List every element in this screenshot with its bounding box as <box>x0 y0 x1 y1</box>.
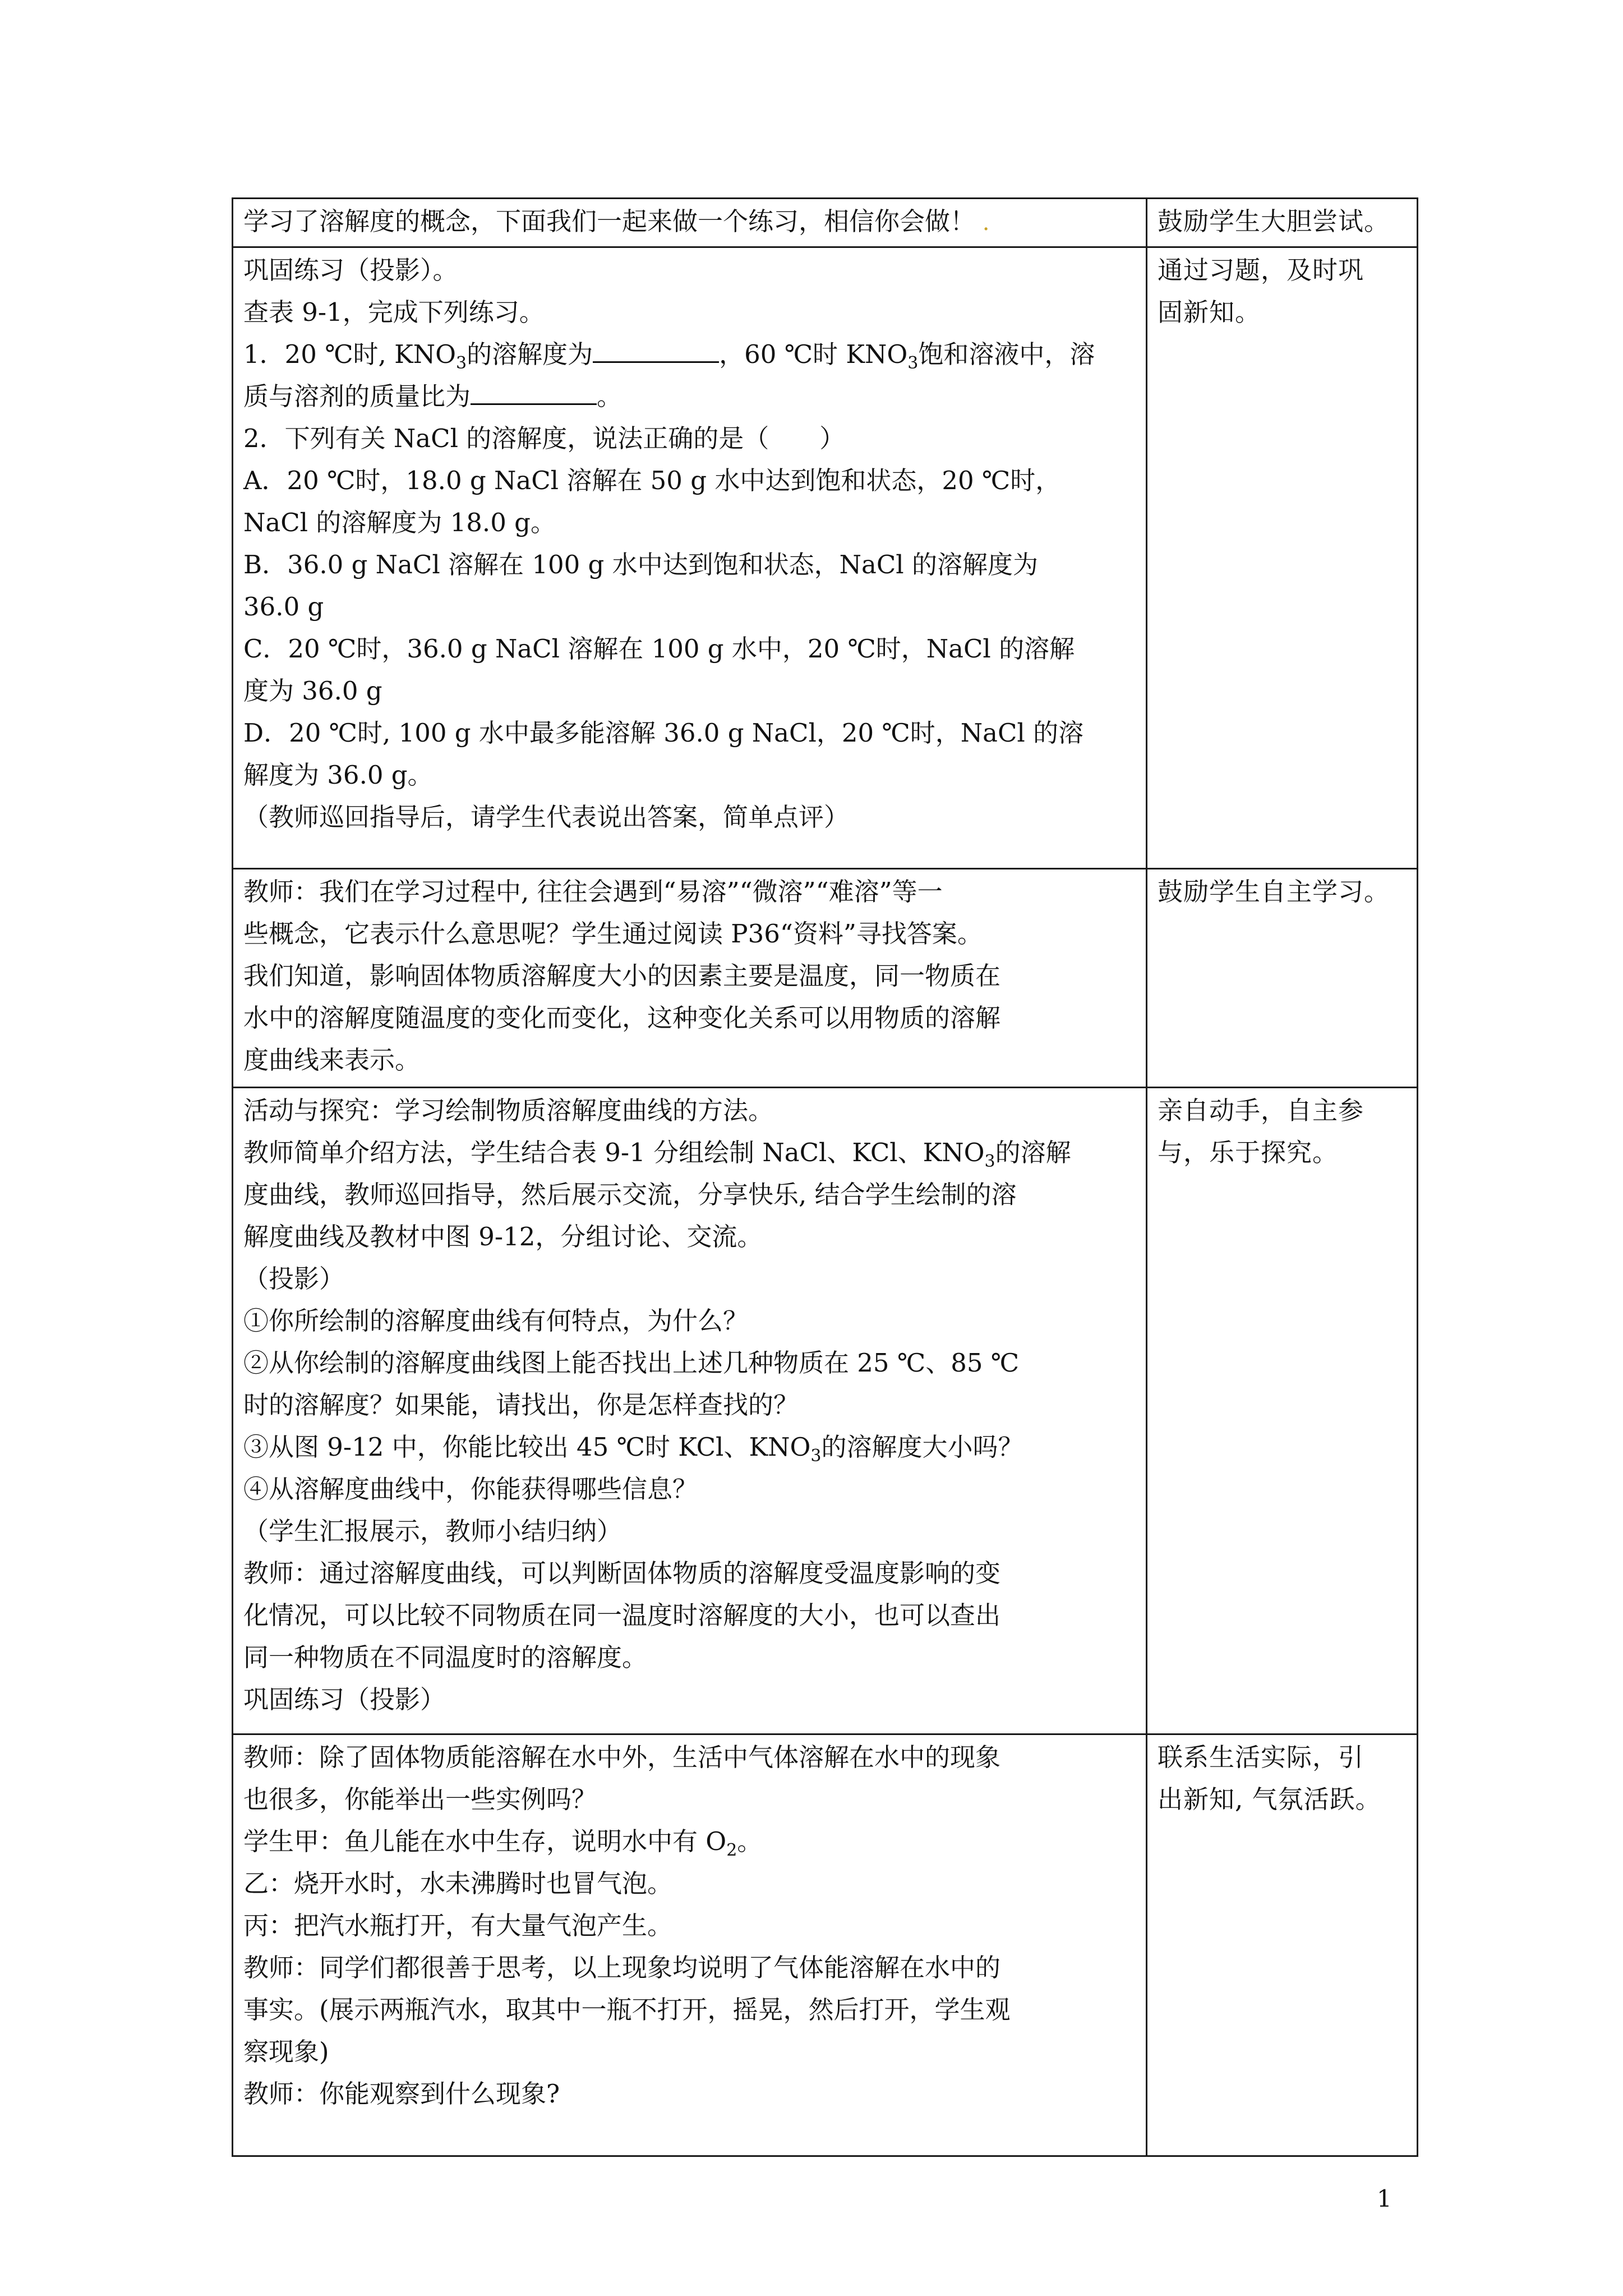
content-line: ②从你绘制的溶解度曲线图上能否找出上述几种物质在 25 ℃、85 ℃ <box>243 1348 1020 1378</box>
table-row <box>233 247 1418 869</box>
answer-blank <box>471 375 597 405</box>
design-intent-cell <box>1147 247 1418 869</box>
decorative-mark: . <box>975 210 990 236</box>
content-line: 解度曲线及教材中图 9-12，分组讨论、交流。 <box>243 1222 763 1251</box>
content-line: 同一种物质在不同温度时的溶解度。 <box>243 1642 648 1672</box>
content-line: 教师：同学们都很善于思考，以上现象均说明了气体能溶解在水中的 <box>243 1953 1001 1982</box>
teaching-content-cell <box>233 869 1147 1088</box>
table-row <box>233 869 1418 1088</box>
content-line: 学习了溶解度的概念，下面我们一起来做一个练习，相信你会做！ . <box>243 206 990 236</box>
content-line: 丙：把汽水瓶打开，有大量气泡产生。 <box>243 1911 673 1940</box>
page-number: 1 <box>1377 2185 1392 2212</box>
intent-line: 鼓励学生大胆尝试。 <box>1158 206 1390 236</box>
content-line: 巩固练习（投影）。 <box>243 255 458 285</box>
content-line: 36.0 g <box>243 592 324 622</box>
intent-line: 出新知, 气氛活跃。 <box>1158 1784 1381 1814</box>
content-line: 些概念，它表示什么意思呢？学生通过阅读 P36“资料”寻找答案。 <box>243 919 983 949</box>
content-line: 教师：我们在学习过程中, 往往会遇到“易溶”“微溶”“难溶”等一 <box>243 877 943 907</box>
content-line: 我们知道，影响固体物质溶解度大小的因素主要是温度，同一物质在 <box>243 961 1001 991</box>
content-line: 度曲线，教师巡回指导，然后展示交流，分享快乐, 结合学生绘制的溶 <box>243 1180 1017 1209</box>
content-line: （投影） <box>243 1264 345 1294</box>
content-line: 水中的溶解度随温度的变化而变化，这种变化关系可以用物质的溶解 <box>243 1003 1001 1033</box>
intent-line: 亲自动手，自主参 <box>1158 1096 1364 1125</box>
content-line: （学生汇报展示，教师小结归纳） <box>243 1516 623 1546</box>
content-line: 度为 36.0 g <box>243 676 382 706</box>
design-intent-cell <box>1147 1734 1418 2156</box>
content-line: （教师巡回指导后，请学生代表说出答案，简单点评） <box>243 802 850 832</box>
content-line: B．36.0 g NaCl 溶解在 100 g 水中达到饱和状态，NaCl 的溶解度为 <box>243 550 1038 579</box>
content-line: C．20 ℃时，36.0 g NaCl 溶解在 100 g 水中，20 ℃时，NaCl 的溶解 <box>243 634 1075 664</box>
content-line: NaCl 的溶解度为 18.0 g。 <box>243 508 556 537</box>
content-line: ①你所绘制的溶解度曲线有何特点，为什么？ <box>243 1306 749 1336</box>
content-line: 1．20 ℃时, $KNO_3$的溶解度为 ，60 ℃时 $KNO_3$饱和溶液中，溶 <box>243 333 1140 375</box>
content-line: 事实。(展示两瓶汽水，取其中一瓶不打开，摇晃，然后打开，学生观 <box>243 1995 1011 2024</box>
content-line: 化情况，可以比较不同物质在同一温度时溶解度的大小，也可以查出 <box>243 1600 1001 1630</box>
table-row <box>233 1088 1418 1734</box>
content-line: 教师：通过溶解度曲线，可以判断固体物质的溶解度受温度影响的变 <box>243 1558 1001 1588</box>
content-line: 度曲线来表示。 <box>243 1045 421 1075</box>
content-line: 教师简单介绍方法，学生结合表 9-1 分组绘制 NaCl、KCl、$KNO_3$的溶解 <box>243 1138 1071 1171</box>
content-line: A．20 ℃时，18.0 g NaCl 溶解在 50 g 水中达到饱和状态，20 ℃时， <box>243 466 1061 495</box>
content-line: 乙：烧开水时，水未沸腾时也冒气泡。 <box>243 1869 673 1898</box>
table-body <box>233 199 1418 2156</box>
content-line: ④从溶解度曲线中，你能获得哪些信息？ <box>243 1474 698 1504</box>
answer-blank <box>593 333 719 363</box>
content-line: 学生甲：鱼儿能在水中生存，说明水中有 $O_2$。 <box>243 1826 763 1860</box>
content-line: 解度为 36.0 g。 <box>243 760 433 790</box>
teaching-content-cell <box>233 247 1147 869</box>
intent-line: 与，乐于探究。 <box>1158 1138 1339 1167</box>
content-line: 巩固练习（投影） <box>243 1685 446 1714</box>
table-row <box>233 1734 1418 2156</box>
content-line: 也很多，你能举出一些实例吗？ <box>243 1784 597 1814</box>
content-line: 察现象) <box>243 2037 329 2067</box>
content-line: ③从图 9-12 中，你能比较出 45 ℃时 KCl、$KNO_3$的溶解度大小吗？ <box>243 1432 1023 1466</box>
content-line: 教师：你能观察到什么现象? <box>243 2079 560 2109</box>
intent-line: 通过习题，及时巩 <box>1158 255 1364 285</box>
content-line: 2．下列有关 NaCl 的溶解度，说法正确的是（ ） <box>243 424 845 453</box>
teaching-content-cell <box>233 199 1147 247</box>
content-line: 活动与探究：学习绘制物质溶解度曲线的方法。 <box>243 1096 774 1125</box>
design-intent-cell <box>1147 869 1418 1088</box>
intent-line: 联系生活实际，引 <box>1158 1742 1364 1772</box>
design-intent-cell <box>1147 1088 1418 1734</box>
intent-line: 鼓励学生自主学习。 <box>1158 877 1390 907</box>
content-line: 教师：除了固体物质能溶解在水中外，生活中气体溶解在水中的现象 <box>243 1742 1001 1772</box>
table-row <box>233 199 1418 247</box>
content-line: 质与溶剂的质量比为 。 <box>243 375 1140 417</box>
lesson-plan-table <box>232 197 1418 2157</box>
content-line: 查表 9-1，完成下列练习。 <box>243 297 545 327</box>
teaching-content-cell <box>233 1088 1147 1734</box>
content-line: 时的溶解度？如果能，请找出，你是怎样查找的？ <box>243 1390 799 1420</box>
teaching-content-cell <box>233 1734 1147 2156</box>
content-line: D．20 ℃时, 100 g 水中最多能溶解 36.0 g NaCl，20 ℃时，NaCl 的溶 <box>243 718 1084 748</box>
intent-line: 固新知。 <box>1158 297 1261 327</box>
design-intent-cell <box>1147 199 1418 247</box>
